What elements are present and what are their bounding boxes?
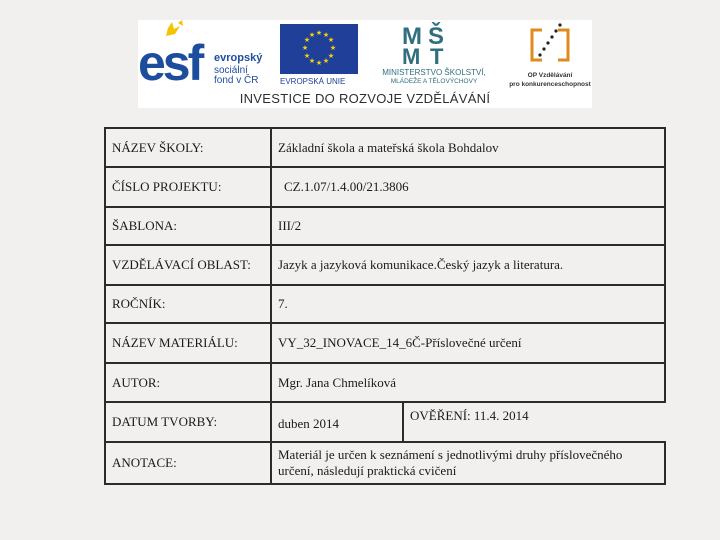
svg-text:M: M	[402, 23, 422, 50]
svg-text:★: ★	[329, 44, 337, 52]
annotation-value: Materiál je určen k seznámení s jednotlivými druhy příslovečného určení, následují praktická cvičení	[271, 442, 665, 484]
svg-text:★: ★	[303, 52, 311, 60]
verification-date: OVĚŘENÍ: 11.4. 2014	[403, 402, 665, 442]
table-row	[105, 167, 665, 207]
svg-text:★: ★	[303, 36, 311, 44]
svg-text:Š: Š	[428, 23, 445, 50]
esf-text: evropský	[214, 52, 263, 64]
svg-text:★: ★	[327, 52, 335, 60]
row-label: ROČNÍK:	[105, 285, 271, 323]
table-row	[105, 363, 665, 402]
svg-text:M: M	[402, 44, 421, 66]
op-text: OP Vzdělávání pro konkurenceschopnost	[509, 72, 591, 88]
msmt-logo	[400, 22, 460, 66]
row-value: Základní škola a mateřská škola Bohdalov	[271, 128, 665, 167]
row-label: NÁZEV ŠKOLY:	[105, 128, 271, 167]
table-row	[105, 128, 665, 167]
project-info-table	[104, 127, 666, 485]
msmt-text: MINISTERSTVO ŠKOLSTVÍ, MLÁDEŽE A TĚLOVÝCHOVY	[382, 68, 486, 85]
table-row	[105, 245, 665, 285]
row-label: VZDĚLÁVACÍ OBLAST:	[105, 245, 271, 285]
svg-text:★: ★	[327, 36, 335, 44]
row-value: Jazyk a jazyková komunikace.Český jazyk a literatura.	[271, 245, 665, 285]
svg-text:★: ★	[308, 31, 316, 39]
table-row	[105, 323, 665, 363]
svg-text:★: ★	[322, 57, 330, 65]
row-label: ČÍSLO PROJEKTU:	[105, 167, 271, 207]
date-value: duben 2014	[271, 402, 403, 442]
svg-text:T: T	[430, 44, 444, 66]
eu-label: EVROPSKÁ UNIE	[280, 77, 346, 86]
row-value: Mgr. Jana Chmelíková	[271, 363, 665, 402]
table-row	[105, 402, 665, 442]
row-label: NÁZEV MATERIÁLU:	[105, 323, 271, 363]
banner-caption: INVESTICE DO ROZVOJE VZDĚLÁVÁNÍ	[239, 91, 491, 106]
svg-text:★: ★	[301, 44, 309, 52]
row-value: III/2	[271, 207, 665, 245]
svg-text:★: ★	[315, 59, 323, 67]
row-label: ŠABLONA:	[105, 207, 271, 245]
row-label: AUTOR:	[105, 363, 271, 402]
table-row	[105, 207, 665, 245]
svg-text:esf: esf	[138, 35, 202, 88]
header-banner	[138, 20, 592, 108]
table-row	[105, 285, 665, 323]
esf-text-2: sociální fond v ČR	[214, 65, 259, 86]
date-label: DATUM TVORBY:	[105, 402, 271, 442]
svg-text:★: ★	[308, 57, 316, 65]
svg-text:★: ★	[322, 31, 330, 39]
svg-text:★: ★	[315, 29, 323, 37]
row-value: VY_32_INOVACE_14_6Č-Příslovečné určení	[271, 323, 665, 363]
row-value: 7.	[271, 285, 665, 323]
op-vzdelavani-logo	[526, 22, 576, 66]
eu-flag-logo	[280, 24, 358, 74]
row-value: CZ.1.07/1.4.00/21.3806	[271, 167, 665, 207]
annotation-label: ANOTACE:	[105, 442, 271, 484]
table-row	[105, 442, 665, 484]
